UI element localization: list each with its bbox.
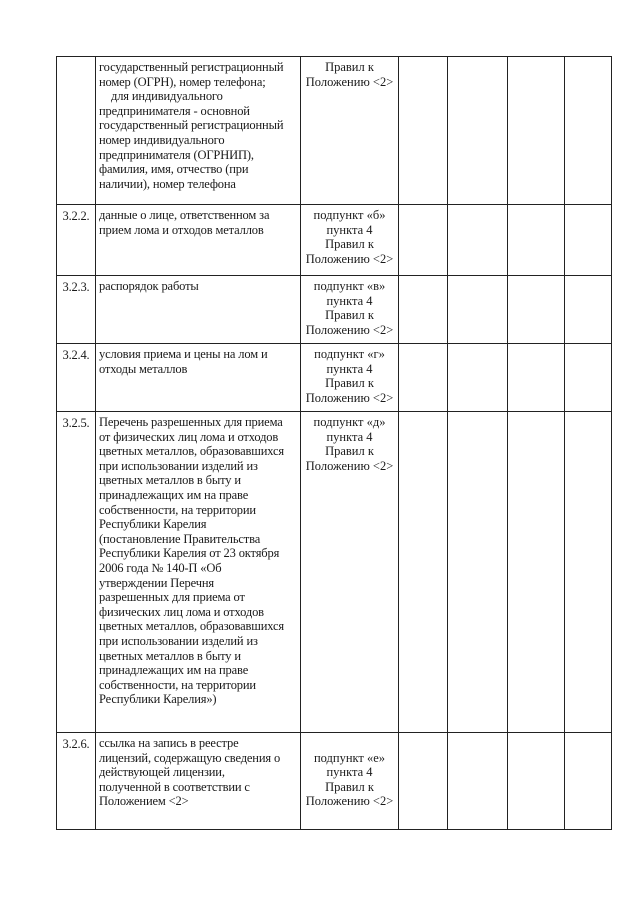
empty-cell [399, 57, 448, 205]
reference-line: Правил к [325, 237, 374, 252]
item-legal-reference [301, 205, 399, 276]
reference-line: Правил к [325, 308, 374, 323]
item-legal-reference [301, 276, 399, 344]
reference-line: пункта 4 [326, 222, 373, 237]
table-row [57, 57, 612, 205]
description-line: фамилия, имя, отчество (при [99, 162, 249, 177]
item-description [96, 344, 301, 412]
empty-cell [399, 733, 448, 830]
empty-cell [565, 57, 612, 205]
item-number: 3.2.2. [57, 205, 96, 276]
table-row [57, 412, 612, 733]
reference-line: подпункт «б» [313, 208, 386, 222]
item-number: 3.2.6. [57, 733, 96, 830]
item-legal-reference [301, 733, 399, 830]
description-line: физических лиц лома и отходов [99, 604, 264, 619]
description-line: действующей лицензии, [99, 765, 225, 780]
empty-cell [508, 57, 565, 205]
description-line: наличии), номер телефона [99, 176, 236, 191]
item-number: 3.2.4. [57, 344, 96, 412]
empty-cell [448, 344, 508, 412]
description-line: принадлежащих им на праве [99, 487, 249, 502]
table-body [57, 57, 612, 830]
reference-line: подпункт «в» [313, 279, 386, 293]
description-line: принадлежащих им на праве [99, 663, 249, 678]
reference-line: Положению <2> [305, 74, 394, 89]
table-row [57, 205, 612, 276]
description-line: данные о лице, ответственном за [99, 208, 270, 222]
empty-cell [448, 276, 508, 344]
empty-cell [508, 205, 565, 276]
empty-cell [399, 205, 448, 276]
item-description [96, 205, 301, 276]
description-line: цветных металлов, образовавшихся [99, 619, 285, 634]
reference-line: Положению <2> [305, 251, 394, 266]
empty-cell [508, 733, 565, 830]
description-line: Республики Карелия») [99, 692, 217, 707]
description-line: при использовании изделий из [99, 633, 258, 648]
description-line: предпринимателя - основной [99, 103, 250, 118]
reference-line: пункта 4 [326, 361, 373, 376]
description-line: при использовании изделий из [99, 458, 258, 473]
empty-cell [399, 344, 448, 412]
description-line: собственности, на территории [99, 502, 256, 517]
item-legal-reference [301, 344, 399, 412]
description-line: собственности, на территории [99, 677, 256, 692]
empty-cell [565, 412, 612, 733]
description-line: разрешенных для приема от [99, 590, 245, 605]
item-number [57, 57, 96, 205]
empty-cell [508, 344, 565, 412]
reference-line: пункта 4 [326, 429, 373, 444]
reference-line: Правил к [325, 779, 374, 794]
description-line: полученной в соответствии с [99, 779, 250, 794]
reference-line: подпункт «г» [314, 347, 385, 361]
reference-line: Правил к [325, 376, 374, 391]
description-line: цветных металлов в быту и [99, 473, 241, 488]
reference-line: Положению <2> [305, 322, 394, 337]
item-description [96, 412, 301, 733]
description-line: для индивидуального [111, 89, 223, 104]
description-line: номер индивидуального [99, 132, 225, 147]
item-description [96, 276, 301, 344]
description-line: Положением <2> [99, 794, 189, 809]
reference-line: пункта 4 [326, 293, 373, 308]
empty-cell [399, 276, 448, 344]
empty-cell [448, 733, 508, 830]
description-line: Республики Карелия от 23 октября [99, 546, 280, 561]
reference-line: пункта 4 [326, 765, 373, 780]
empty-cell [565, 276, 612, 344]
description-line: утверждении Перечня [99, 575, 215, 590]
description-line: цветных металлов, образовавшихся [99, 444, 285, 459]
empty-cell [565, 344, 612, 412]
empty-cell [508, 412, 565, 733]
description-line: условия приема и цены на лом и [99, 347, 268, 361]
description-line: 2006 года № 140-П «Об [99, 560, 222, 575]
reference-line: Правил к [325, 60, 374, 74]
table-row [57, 344, 612, 412]
item-legal-reference [301, 57, 399, 205]
table-row [57, 733, 612, 830]
empty-cell [565, 205, 612, 276]
description-line: отходы металлов [99, 361, 188, 376]
empty-cell [508, 276, 565, 344]
reference-line: подпункт «д» [313, 415, 386, 429]
item-legal-reference [301, 412, 399, 733]
reference-line: Положению <2> [305, 794, 394, 809]
description-line: Республики Карелия [99, 517, 207, 532]
description-line: (постановление Правительства [99, 531, 261, 546]
table-row [57, 276, 612, 344]
empty-cell [448, 57, 508, 205]
description-line: распорядок работы [99, 279, 199, 293]
reference-line: Положению <2> [305, 458, 394, 473]
reference-line [303, 736, 396, 751]
empty-cell [448, 412, 508, 733]
description-line: номер (ОГРН), номер телефона; [99, 74, 266, 89]
item-description [96, 57, 301, 205]
reference-line: Положению <2> [305, 390, 394, 405]
item-number: 3.2.5. [57, 412, 96, 733]
description-line: от физических лиц лома и отходов [99, 429, 279, 444]
empty-cell [399, 412, 448, 733]
description-line: предпринимателя (ОГРНИП), [99, 147, 254, 162]
empty-cell [565, 733, 612, 830]
description-line: Перечень разрешенных для приема [99, 415, 283, 429]
description-line: ссылка на запись в реестре [99, 736, 239, 750]
item-number: 3.2.3. [57, 276, 96, 344]
empty-cell [448, 205, 508, 276]
item-description [96, 733, 301, 830]
description-line: лицензий, содержащую сведения о [99, 750, 281, 765]
description-line: цветных металлов в быту и [99, 648, 241, 663]
reference-line: Правил к [325, 444, 374, 459]
description-line: государственный регистрационный [99, 118, 284, 133]
requirements-table [56, 56, 612, 830]
description-line: государственный регистрационный [99, 60, 284, 74]
description-line: прием лома и отходов металлов [99, 222, 264, 237]
reference-line: подпункт «е» [313, 750, 386, 765]
